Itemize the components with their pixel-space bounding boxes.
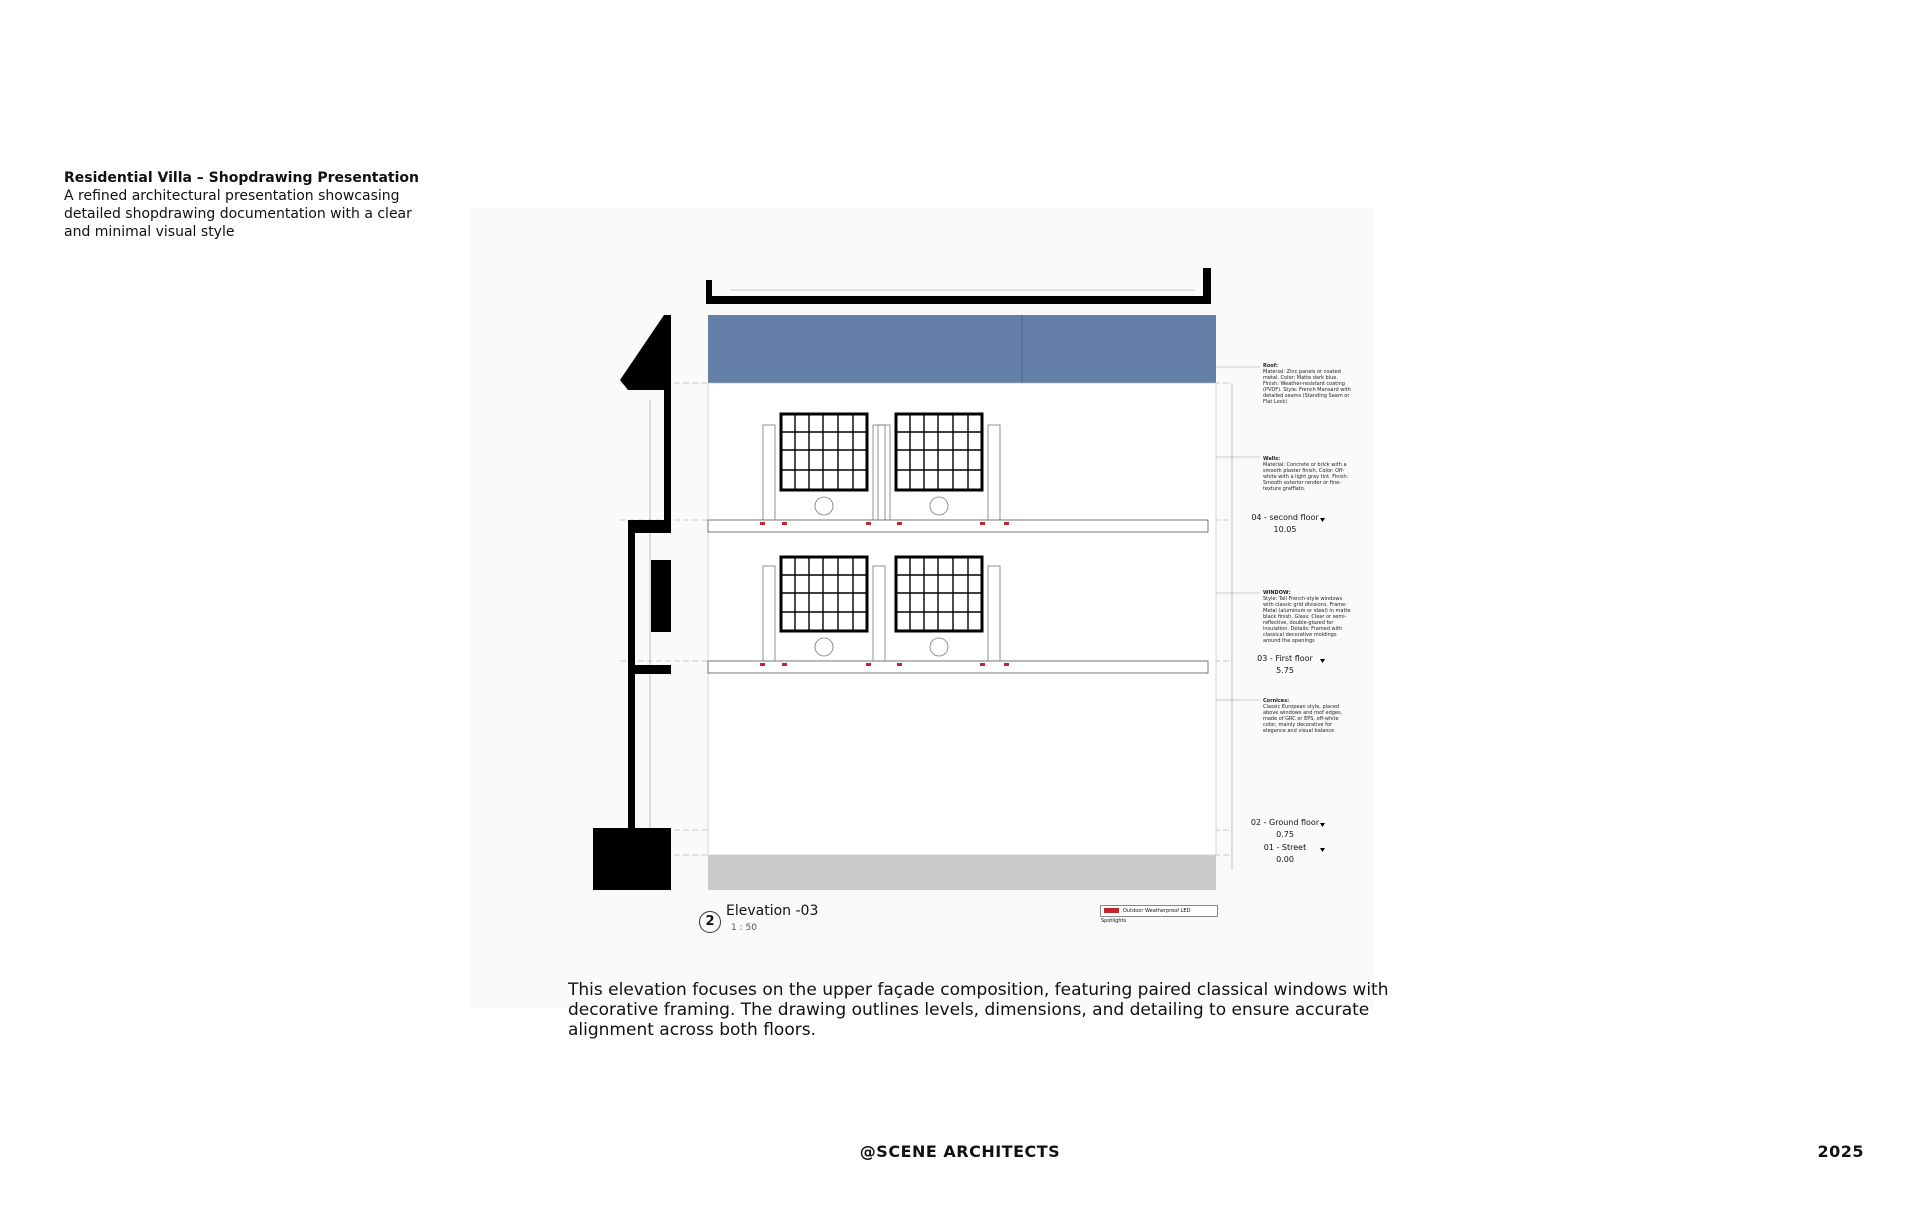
note-window: WINDOW: Style: Tall French-style windows with classic grid divisions. Frame: Metal (aluminum or steel) in matte black finish. Glass: Clear or semi-reflective, double-glazed for insulation. Details: Framed with classical decorative moldings around the openings: [1263, 590, 1351, 644]
note-walls: Walls: Material: Concrete or brick with a smooth plaster finish. Color: Off-white with a light gray tint. Finish: Smooth exterior render or fine-texture graffiato.: [1263, 456, 1349, 492]
level-marker: 03 - First floor 5.75: [1257, 654, 1313, 675]
window-upper-left: [781, 414, 867, 490]
legend-label: Outdoor Weatherproof LED Spotlights: [1101, 908, 1191, 924]
legend: [1100, 905, 1218, 924]
note-cornices: Cornices: Classic European style, placed above windows and roof edges, made of GRC or EPS, off-white color, mainly decorative for elegance and visual balance: [1263, 698, 1343, 734]
note-roof: Roof: Material: Zinc panels or coated metal. Color: Matte dark blue. Finish: Weather-resistant coating (PVDF). Style: French Mansard with detailed seams (Standing Seam or Flat Lock): [1263, 363, 1351, 405]
project-title: Residential Villa – Shopdrawing Presentation: [64, 170, 420, 186]
ground-bar: [708, 855, 1216, 890]
level-marker: 02 - Ground floor 0.75: [1250, 818, 1320, 839]
project-subtitle: A refined architectural presentation showcasing detailed shopdrawing documentation with a clear and minimal visual style: [64, 188, 412, 240]
legend-swatch: [1104, 908, 1119, 913]
window-lower-left: [781, 557, 867, 631]
level-marker: 01 - Street 0.00: [1263, 843, 1307, 864]
window-upper-right: [896, 414, 982, 490]
description: This elevation focuses on the upper façade composition, featuring paired classical windows with decorative framing. The drawing outlines levels, dimensions, and detailing to ensure accurate alignment across both floors.: [568, 980, 1389, 1040]
roof: [708, 315, 1216, 383]
window-lower-right: [896, 557, 982, 631]
footer-brand: @SCENE ARCHITECTS: [859, 1142, 1061, 1161]
view-title: Elevation -03: [726, 903, 819, 919]
footer-year: 2025: [1817, 1142, 1864, 1161]
view-scale: 1 : 50: [731, 923, 757, 933]
level-marker: 04 - second floor 10.05: [1251, 513, 1319, 534]
view-number: 2: [699, 911, 721, 933]
